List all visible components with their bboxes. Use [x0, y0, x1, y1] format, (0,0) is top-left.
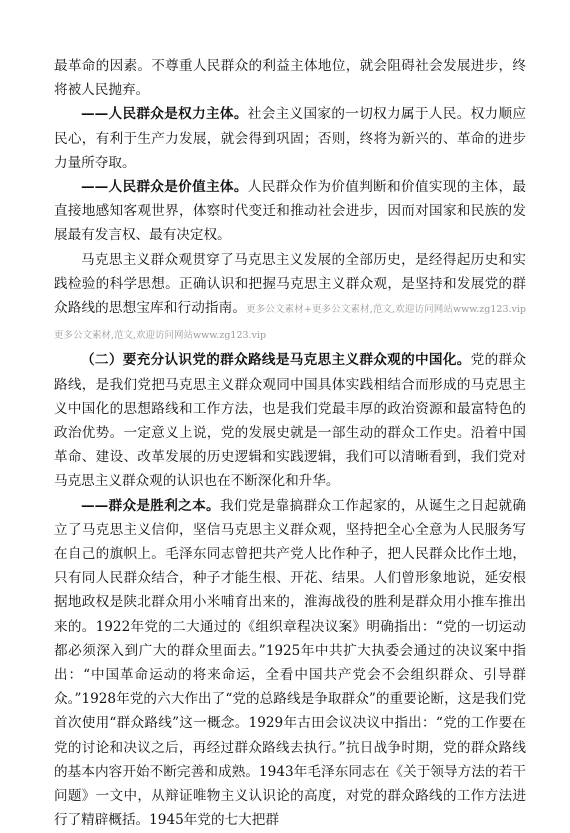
- paragraph-heading: ——人民群众是价值主体。: [81, 179, 248, 196]
- paragraph-text: 最革命的因素。不尊重人民群众的利益主体地位，就会阻碍社会发展进步，终将被人民抛弃。: [54, 58, 526, 99]
- paragraph-text: 我们党是靠搞群众工作起家的，从诞生之日起就确立了马克思主义信仰，坚信马克思主义群众观，坚持把全心全意为人民服务写在自己的旗帜上。毛泽东同志曾把共产党人比作种子，把人民群众比作土地，只有同人民群众结合，种子才能生根、开花、结果。人们曾形象地说，延安根据地政权是陕北群众用小米哺育出来的，淮海战役的胜利是群众用小推车推出来的。1922年党的二大通过的《组织章程决议案》明确指出：“党的一切运动都必须深入到广大的群众里面去。”1925年中共扩大执委会通过的决议案中指出：“中国革命运动的将来命运，全看中国共产党会不会组织群众、引导群众。”1928年党的六大作出了“党的总路线是争取群众”的重要论断，这是我们党首次使用“群众路线”这一概念。1929年古田会议决议中指出：“党的工作要在党的讨论和决议之后，再经过群众路线去执行。”抗日战争时期，党的群众路线的基本内容开始不断完善和成熟。1943年毛泽东同志在《关于领导方法的若干问题》一文中，从辩证唯物主义认识论的高度，对党的群众路线的工作方法进行了精辟概括。1945年党的七大把群: [54, 497, 526, 829]
- paragraph-mass-view: [54, 248, 526, 349]
- paragraph-power-subject: [54, 102, 526, 175]
- section-heading: （二）要充分认识党的群众路线是马克思主义群众观的中国化。: [81, 352, 471, 369]
- paragraph-heading: ——群众是胜利之本。: [81, 497, 220, 514]
- paragraph-text: 党的群众路线，是我们党把马克思主义群众观同中国具体实践相结合而形成的马克思主义中国化的思想路线和工作方法，也是我们党最丰厚的政治资源和最富特色的政治优势。一定意义上说，党的发展史就是一部生动的群众工作史。沿着中国革命、建设、改革发展的历史逻辑和实践逻辑，我们可以清晰看到，我们党对马克思主义群众观的认识也在不断深化和升华。: [54, 352, 526, 490]
- paragraph-victory-root: [54, 494, 526, 833]
- paragraph-heading: ——人民群众是权力主体。: [81, 106, 248, 123]
- paragraph-text: 社会主义国家的一切权力属于人民。权力顺应民心，有利于生产力发展，就会得到巩固；否则，终将为新兴的、革命的进步力量所夺取。: [54, 106, 527, 171]
- watermark-text: 更多公文素材+更多公文素材,范文,欢迎访问网站www.zg123.vip 更多公文素材,范文,欢迎访问网站www.zg123.vip: [54, 304, 527, 342]
- paragraph-text: 马克思主义群众观贯穿了马克思主义发展的全部历史，是经得起历史和实践检验的科学思想。正确认识和把握马克思主义群众观，是坚持和发展党的群众路线的思想宝库和行动指南。: [54, 251, 526, 317]
- paragraph-text: 人民群众作为价值判断和价值实现的主体，最直接地感知客观世界，体察时代变迁和推动社会进步，因而对国家和民族的发展最有发言权、最有决定权。: [54, 179, 527, 244]
- paragraph-value-subject: [54, 175, 526, 248]
- paragraph-continuation: [54, 54, 526, 102]
- paragraph-section-two: [54, 348, 526, 493]
